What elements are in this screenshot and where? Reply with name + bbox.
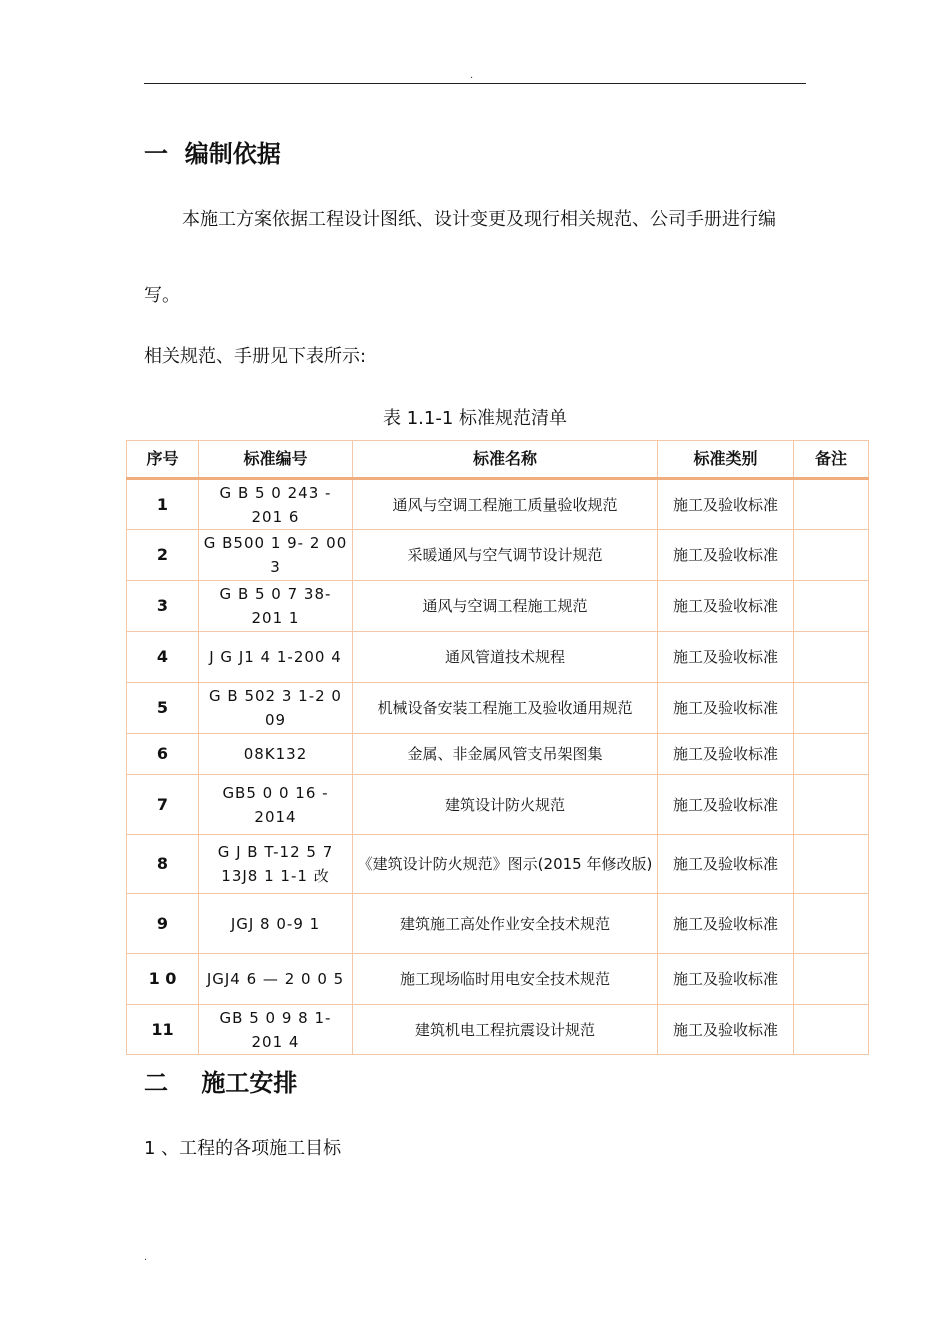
table-intro-text: 相关规范、手册见下表所示: [144,346,367,367]
row-note [794,954,869,1005]
row-no: 3 [127,581,199,632]
row-no: 1 [127,479,199,530]
intro-paragraph-line-1: 本施工方案依据工程设计图纸、设计变更及现行相关规范、公司手册进行编 [182,209,776,230]
table-row [127,734,869,775]
row-category: 施工及验收标准 [658,835,794,894]
row-code: G B500 1 9- 2 00 3 [199,530,353,581]
row-name: 建筑施工高处作业安全技术规范 [353,894,658,954]
row-no: 7 [127,775,199,835]
row-note [794,479,869,530]
row-name: 采暖通风与空气调节设计规范 [353,530,658,581]
row-no: 5 [127,683,199,734]
section-heading-basis: 一 编制依据 [144,140,281,168]
row-no: 4 [127,632,199,683]
row-category: 施工及验收标准 [658,632,794,683]
row-note [794,581,869,632]
header-rule [144,83,806,84]
row-no: 8 [127,835,199,894]
col-header-note: 备注 [794,441,869,479]
row-name: 建筑机电工程抗震设计规范 [353,1005,658,1055]
row-name: 机械设备安装工程施工及验收通用规范 [353,683,658,734]
row-code: G B 502 3 1-2 0 09 [199,683,353,734]
row-category: 施工及验收标准 [658,530,794,581]
standards-table [126,440,869,1055]
row-category: 施工及验收标准 [658,775,794,835]
row-category: 施工及验收标准 [658,894,794,954]
row-code: JGJ 8 0-9 1 [199,894,353,954]
row-category: 施工及验收标准 [658,1005,794,1055]
table-row [127,894,869,954]
table-row [127,775,869,835]
row-no: 11 [127,1005,199,1055]
row-name: 通风与空调工程施工规范 [353,581,658,632]
row-no: 6 [127,734,199,775]
table-row [127,632,869,683]
row-note [794,632,869,683]
col-header-category: 标准类别 [658,441,794,479]
table-row [127,835,869,894]
table-row [127,683,869,734]
col-header-code: 标准编号 [199,441,353,479]
table-caption: 表 1.1-1 标准规范清单 [382,408,568,429]
row-name: 通风管道技术规程 [353,632,658,683]
row-code: GB 5 0 9 8 1- 201 4 [199,1005,353,1055]
intro-paragraph-line-2: 写。 [144,285,180,306]
table-row [127,581,869,632]
header-mark: . [470,70,474,81]
row-code: G J B T-12 5 7 13J8 1 1-1 改 [199,835,353,894]
row-code: G B 5 0 243 - 201 6 [199,479,353,530]
row-name: 金属、非金属风管支吊架图集 [353,734,658,775]
table-row [127,479,869,530]
row-category: 施工及验收标准 [658,581,794,632]
row-category: 施工及验收标准 [658,954,794,1005]
table-row [127,1005,869,1055]
row-name: 建筑设计防火规范 [353,775,658,835]
row-note [794,835,869,894]
row-code: G B 5 0 7 38- 201 1 [199,581,353,632]
row-category: 施工及验收标准 [658,734,794,775]
section-heading-arrangement: 二 施工安排 [144,1069,298,1097]
row-note [794,1005,869,1055]
row-code: J G J1 4 1-200 4 [199,632,353,683]
row-code: JGJ4 6 — 2 0 0 5 [199,954,353,1005]
row-category: 施工及验收标准 [658,479,794,530]
row-name: 施工现场临时用电安全技术规范 [353,954,658,1005]
row-note [794,734,869,775]
row-category: 施工及验收标准 [658,683,794,734]
row-no: 2 [127,530,199,581]
row-code: 08K132 [199,734,353,775]
row-note [794,530,869,581]
table-header-row [127,441,869,479]
row-name: 《建筑设计防火规范》图示(2015 年修改版) [353,835,658,894]
row-code: GB5 0 0 16 - 2014 [199,775,353,835]
col-header-name: 标准名称 [353,441,658,479]
row-note [794,894,869,954]
row-no: 9 [127,894,199,954]
table-row [127,530,869,581]
row-note [794,683,869,734]
row-note [794,775,869,835]
row-name: 通风与空调工程施工质量验收规范 [353,479,658,530]
row-no: 1 0 [127,954,199,1005]
subsection-heading-goals: 1 、工程的各项施工目标 [144,1138,342,1159]
col-header-no: 序号 [127,441,199,479]
footer-mark: . [144,1252,148,1263]
table-row [127,954,869,1005]
